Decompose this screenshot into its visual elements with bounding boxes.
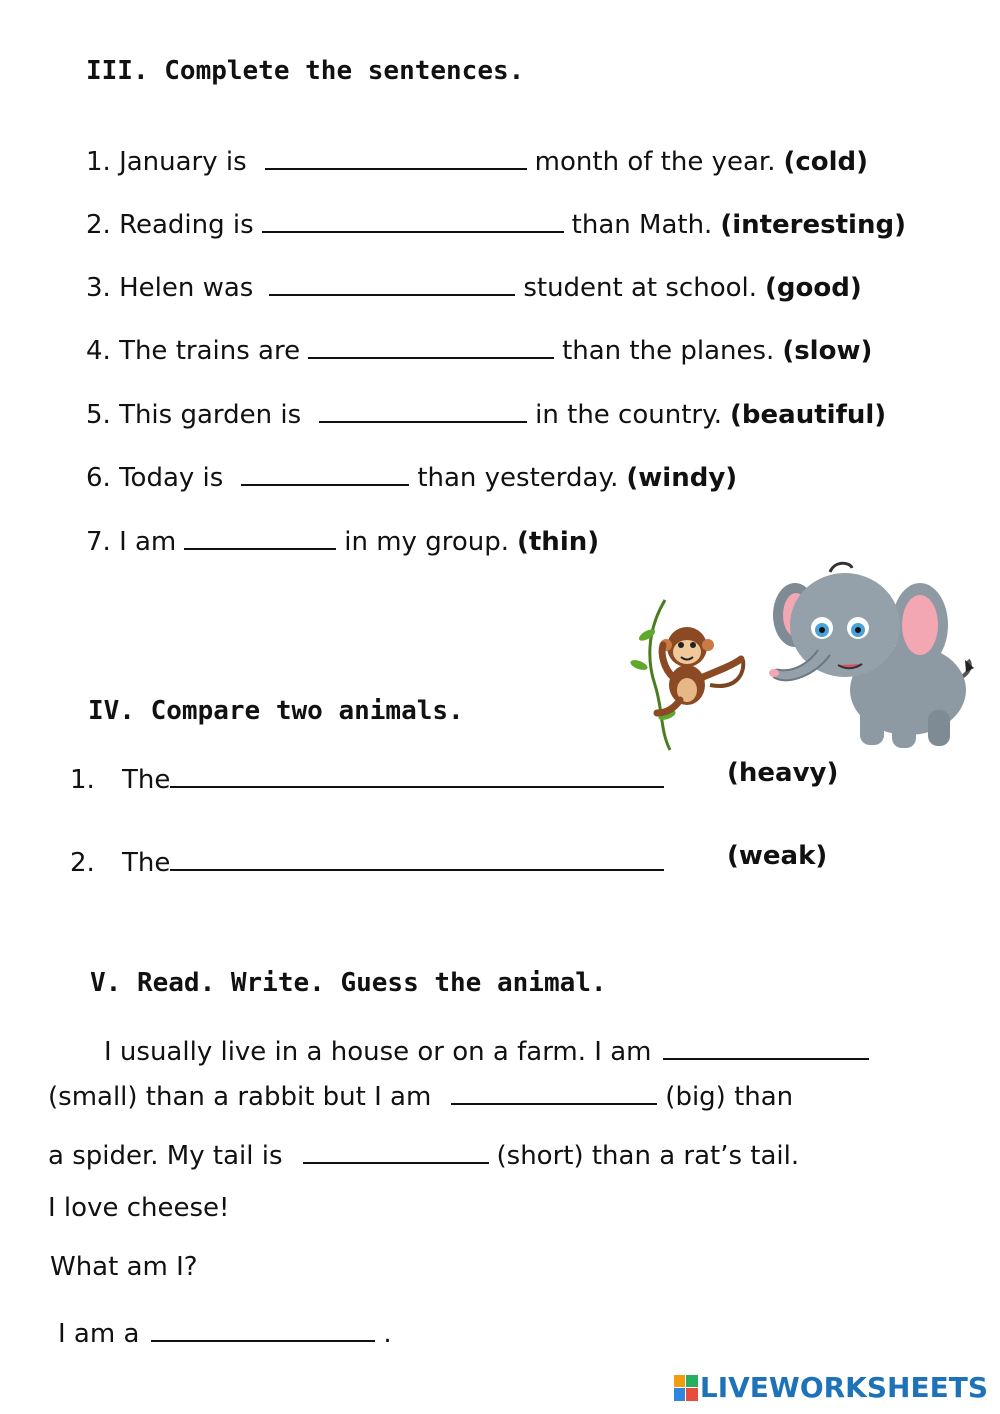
sentence-7-suffix: in my group. [344, 527, 509, 557]
riddle-blank-1[interactable] [663, 1030, 869, 1060]
riddle-line-2-text-a: (small) than a rabbit but I am [48, 1082, 432, 1112]
sentence-1-prefix: 1. January is [86, 147, 247, 177]
riddle-line-3-text-b: (short) than a rat’s tail. [496, 1141, 800, 1171]
sentence-4-hint: (slow) [782, 336, 873, 366]
sentence-4-suffix: than the planes. [562, 336, 775, 366]
riddle-line-2-text-b: (big) than [665, 1082, 794, 1112]
sentence-5-prefix: 5. This garden is [86, 400, 302, 430]
liveworksheets-logo-icon [674, 1375, 698, 1401]
riddle-line-2 [48, 1075, 793, 1112]
compare-item-2 [70, 841, 664, 878]
riddle-line-4: I love cheese! [48, 1193, 230, 1223]
sentence-7 [86, 520, 599, 557]
compare-blank-1[interactable] [170, 758, 664, 788]
sentence-6-prefix: 6. Today is [86, 463, 224, 493]
sentence-2-hint: (interesting) [720, 210, 906, 240]
answer-blank-5[interactable] [319, 393, 527, 423]
compare-item-2-hint-wrap [727, 841, 827, 871]
riddle-line-1-text: I usually live in a house or on a farm. I am [104, 1037, 652, 1067]
section-3-title: III. Complete the sentences. [86, 56, 525, 86]
compare-item-1 [70, 758, 664, 795]
riddle-answer-line [58, 1312, 392, 1349]
answer-blank-6[interactable] [241, 456, 409, 486]
sentence-3-suffix: student at school. [523, 273, 757, 303]
riddle-line-3-text-a: a spider. My tail is [48, 1141, 283, 1171]
liveworksheets-logo [674, 1371, 988, 1404]
sentence-1-suffix: month of the year. [534, 147, 776, 177]
answer-blank-1[interactable] [265, 140, 527, 170]
answer-blank-4[interactable] [308, 329, 554, 359]
riddle-line-5: What am I? [50, 1252, 198, 1282]
section-5-title: V. Read. Write. Guess the animal. [90, 968, 607, 998]
sentence-7-prefix: 7. I am [86, 527, 177, 557]
sentence-6-suffix: than yesterday. [417, 463, 619, 493]
sentence-2-prefix: 2. Reading is [86, 210, 254, 240]
riddle-answer-prefix: I am a [58, 1319, 140, 1349]
sentence-3-prefix: 3. Helen was [86, 273, 254, 303]
sentence-4 [86, 329, 872, 366]
sentence-4-prefix: 4. The trains are [86, 336, 301, 366]
compare-item-1-hint: (heavy) [727, 758, 839, 788]
riddle-answer-blank[interactable] [151, 1312, 375, 1342]
sentence-5-hint: (beautiful) [730, 400, 887, 430]
monkey-illustration [625, 595, 755, 755]
sentence-2 [86, 203, 906, 240]
compare-item-2-number: 2. [70, 848, 95, 878]
elephant-illustration [760, 560, 980, 755]
answer-blank-7[interactable] [184, 520, 336, 550]
riddle-line-1 [104, 1030, 877, 1067]
compare-blank-2[interactable] [170, 841, 664, 871]
riddle-blank-2[interactable] [451, 1075, 657, 1105]
riddle-line-3 [48, 1134, 799, 1171]
compare-item-1-hint-wrap [727, 758, 838, 788]
riddle-blank-3[interactable] [303, 1134, 489, 1164]
section-4-title: IV. Compare two animals. [88, 696, 464, 726]
sentence-6 [86, 456, 737, 493]
sentence-1 [86, 140, 868, 177]
compare-item-1-prefix: The [122, 765, 171, 795]
compare-item-1-number: 1. [70, 765, 95, 795]
riddle-answer-period: . [383, 1319, 392, 1349]
sentence-5 [86, 393, 886, 430]
sentence-3-hint: (good) [765, 273, 862, 303]
answer-blank-3[interactable] [269, 266, 515, 296]
sentence-7-hint: (thin) [517, 527, 600, 557]
sentence-3 [86, 266, 862, 303]
sentence-5-suffix: in the country. [535, 400, 723, 430]
compare-item-2-prefix: The [122, 848, 171, 878]
sentence-6-hint: (windy) [626, 463, 738, 493]
compare-item-2-hint: (weak) [727, 841, 828, 871]
sentence-2-suffix: than Math. [571, 210, 713, 240]
liveworksheets-logo-text: LIVEWORKSHEETS [699, 1371, 988, 1404]
answer-blank-2[interactable] [262, 203, 564, 233]
sentence-1-hint: (cold) [783, 147, 869, 177]
